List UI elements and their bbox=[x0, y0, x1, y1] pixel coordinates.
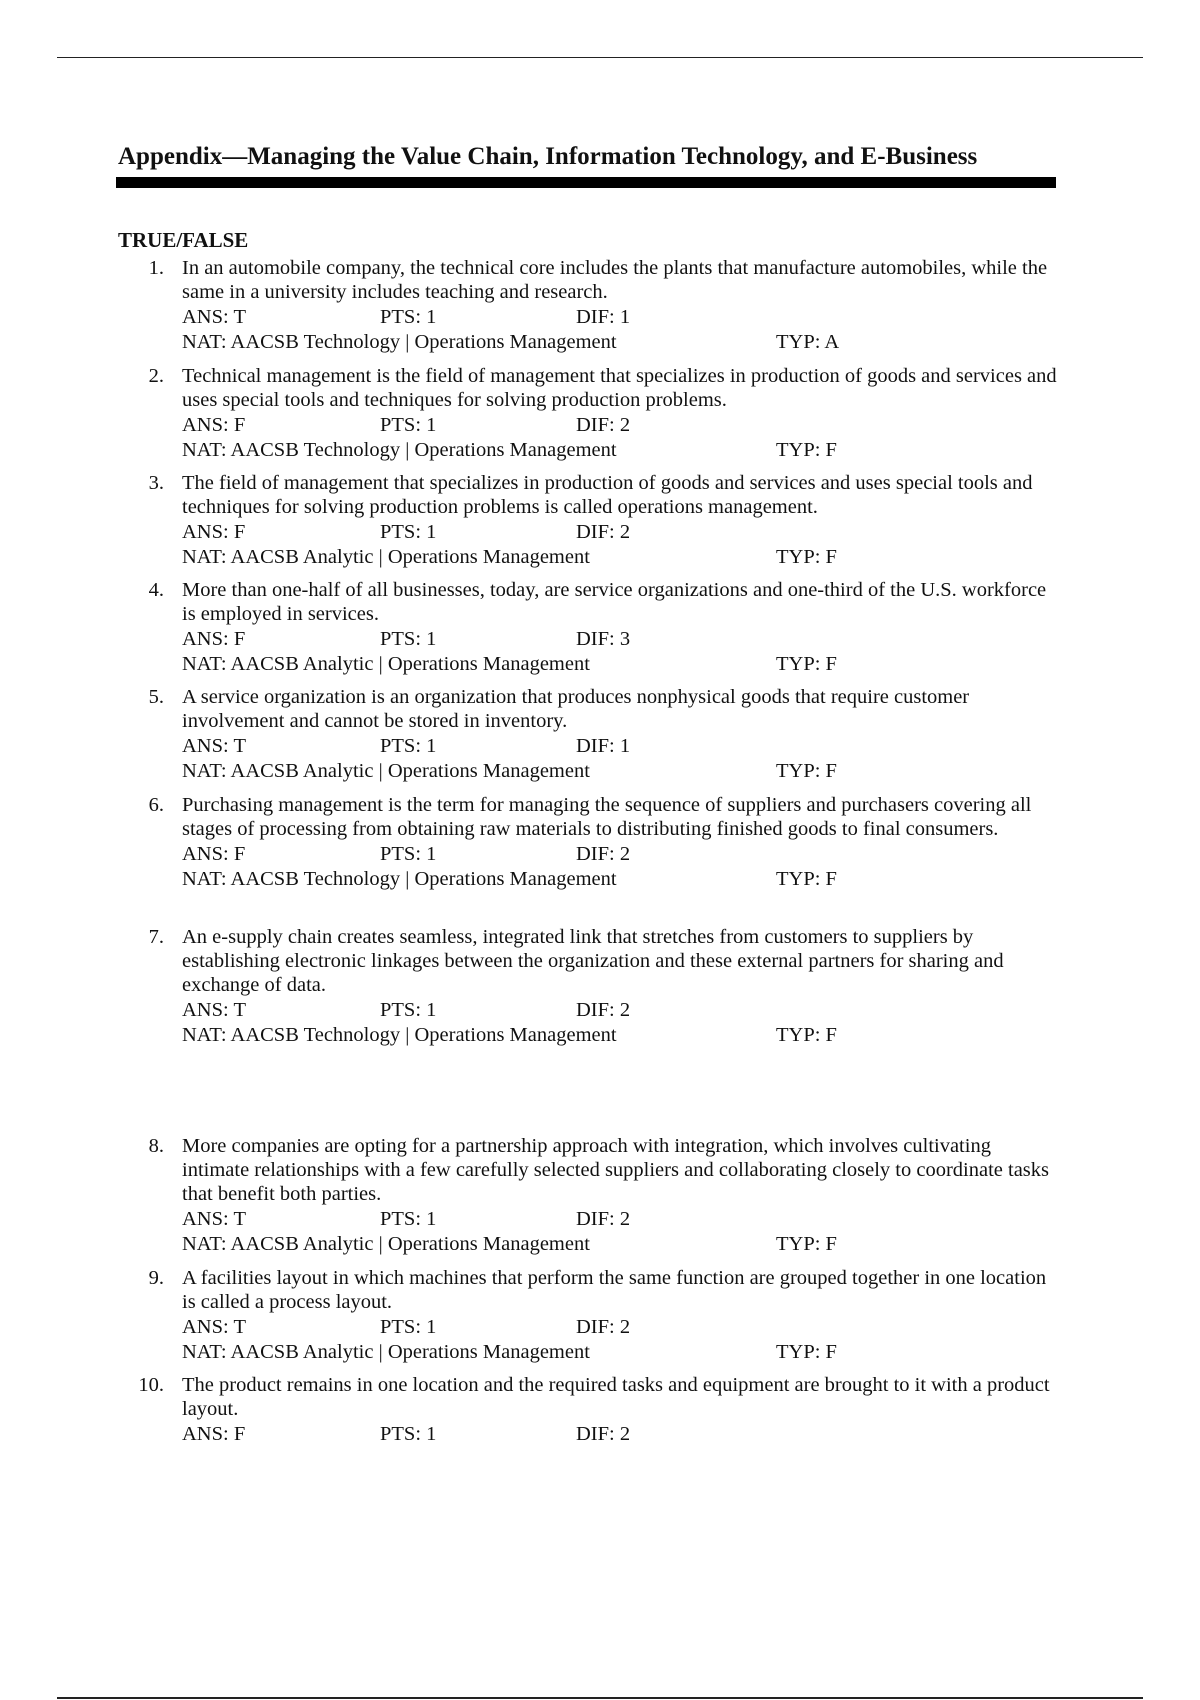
nat-value: NAT: AACSB Analytic | Operations Management bbox=[182, 1341, 590, 1363]
points-value: PTS: 1 bbox=[380, 414, 437, 436]
question-text: A facilities layout in which machines that perform the same function are grouped together in one location is called a process layout. bbox=[182, 1267, 1047, 1313]
answer-row bbox=[182, 1421, 1060, 1446]
type-value: TYP: F bbox=[776, 546, 837, 568]
nat-row bbox=[182, 1339, 1060, 1364]
question-number: 8. bbox=[148, 1135, 164, 1157]
nat-row bbox=[182, 1231, 1060, 1256]
difficulty-value: DIF: 2 bbox=[576, 1316, 631, 1338]
section-heading: TRUE/FALSE bbox=[118, 228, 249, 252]
type-value: TYP: F bbox=[776, 653, 837, 675]
question-item bbox=[130, 364, 1060, 462]
points-value: PTS: 1 bbox=[380, 521, 437, 543]
points-value: PTS: 1 bbox=[380, 1423, 437, 1445]
question-item bbox=[130, 1134, 1060, 1256]
answer-value: ANS: F bbox=[182, 1423, 246, 1445]
question-text: A service organization is an organization that produces nonphysical goods that require customer involvement and cannot be stored in inventory. bbox=[182, 686, 970, 732]
question-item bbox=[130, 793, 1060, 891]
page-title: Appendix—Managing the Value Chain, Information Technology, and E-Business bbox=[118, 143, 978, 170]
question-item bbox=[130, 578, 1060, 676]
question-number: 6. bbox=[148, 794, 164, 816]
nat-value: NAT: AACSB Analytic | Operations Management bbox=[182, 760, 590, 782]
points-value: PTS: 1 bbox=[380, 843, 437, 865]
question-text: The field of management that specializes in production of goods and services and uses special tools and techniques for solving production problems is called operations management. bbox=[182, 472, 1033, 518]
title-underline bbox=[116, 177, 1056, 188]
bottom-rule bbox=[57, 1697, 1143, 1699]
type-value: TYP: F bbox=[776, 1024, 837, 1046]
question-item bbox=[130, 1266, 1060, 1364]
answer-row bbox=[182, 304, 1060, 329]
answer-row bbox=[182, 841, 1060, 866]
type-value: TYP: A bbox=[776, 331, 840, 353]
type-value: TYP: F bbox=[776, 868, 837, 890]
answer-value: ANS: T bbox=[182, 999, 246, 1021]
nat-value: NAT: AACSB Analytic | Operations Management bbox=[182, 1233, 590, 1255]
answer-row bbox=[182, 733, 1060, 758]
answer-row bbox=[182, 1314, 1060, 1339]
answer-value: ANS: T bbox=[182, 306, 246, 328]
answer-value: ANS: F bbox=[182, 843, 246, 865]
points-value: PTS: 1 bbox=[380, 735, 437, 757]
answer-row bbox=[182, 519, 1060, 544]
difficulty-value: DIF: 2 bbox=[576, 414, 631, 436]
question-text: More than one-half of all businesses, today, are service organizations and one-third of the U.S. workforce is employed in services. bbox=[182, 579, 1047, 625]
type-value: TYP: F bbox=[776, 760, 837, 782]
points-value: PTS: 1 bbox=[380, 999, 437, 1021]
difficulty-value: DIF: 2 bbox=[576, 843, 631, 865]
difficulty-value: DIF: 2 bbox=[576, 999, 631, 1021]
difficulty-value: DIF: 1 bbox=[576, 306, 631, 328]
difficulty-value: DIF: 2 bbox=[576, 1208, 631, 1230]
type-value: TYP: F bbox=[776, 1341, 837, 1363]
question-item bbox=[130, 256, 1060, 354]
nat-value: NAT: AACSB Technology | Operations Management bbox=[182, 1024, 617, 1046]
nat-value: NAT: AACSB Technology | Operations Management bbox=[182, 439, 617, 461]
points-value: PTS: 1 bbox=[380, 628, 437, 650]
answer-row bbox=[182, 1206, 1060, 1231]
nat-value: NAT: AACSB Technology | Operations Management bbox=[182, 331, 617, 353]
difficulty-value: DIF: 3 bbox=[576, 628, 631, 650]
nat-value: NAT: AACSB Technology | Operations Management bbox=[182, 868, 617, 890]
question-text: Purchasing management is the term for managing the sequence of suppliers and purchasers covering all stages of processing from obtaining raw materials to distributing finished goods to final consumers. bbox=[182, 794, 1032, 840]
question-item bbox=[130, 925, 1060, 1047]
question-number: 5. bbox=[148, 686, 164, 708]
question-text: More companies are opting for a partnership approach with integration, which involves cultivating intimate relationships with a few carefully selected suppliers and collaborating closely to coordinate tasks that benefit both parties. bbox=[182, 1135, 1049, 1205]
question-number: 9. bbox=[148, 1267, 164, 1289]
question-number: 7. bbox=[148, 926, 164, 948]
question-number: 1. bbox=[148, 257, 164, 279]
question-number: 2. bbox=[148, 365, 164, 387]
nat-row bbox=[182, 758, 1060, 783]
difficulty-value: DIF: 2 bbox=[576, 521, 631, 543]
question-number: 10. bbox=[138, 1374, 164, 1396]
question-text: In an automobile company, the technical core includes the plants that manufacture automobiles, while the same in a university includes teaching and research. bbox=[182, 257, 1048, 303]
nat-row bbox=[182, 651, 1060, 676]
answer-row bbox=[182, 412, 1060, 437]
question-item bbox=[130, 1373, 1060, 1446]
nat-row bbox=[182, 1022, 1060, 1047]
nat-row bbox=[182, 437, 1060, 462]
question-text: The product remains in one location and the required tasks and equipment are brought to it with a product layout. bbox=[182, 1374, 1050, 1420]
answer-row bbox=[182, 997, 1060, 1022]
nat-value: NAT: AACSB Analytic | Operations Management bbox=[182, 546, 590, 568]
points-value: PTS: 1 bbox=[380, 1316, 437, 1338]
top-rule bbox=[57, 57, 1143, 58]
question-item bbox=[130, 685, 1060, 783]
question-number: 4. bbox=[148, 579, 164, 601]
nat-value: NAT: AACSB Analytic | Operations Management bbox=[182, 653, 590, 675]
question-number: 3. bbox=[148, 472, 164, 494]
answer-value: ANS: T bbox=[182, 1208, 246, 1230]
question-text: Technical management is the field of management that specializes in production of goods and services and uses special tools and techniques for solving production problems. bbox=[182, 365, 1057, 411]
points-value: PTS: 1 bbox=[380, 1208, 437, 1230]
points-value: PTS: 1 bbox=[380, 306, 437, 328]
nat-row bbox=[182, 544, 1060, 569]
answer-value: ANS: T bbox=[182, 1316, 246, 1338]
answer-row bbox=[182, 626, 1060, 651]
type-value: TYP: F bbox=[776, 439, 837, 461]
difficulty-value: DIF: 1 bbox=[576, 735, 631, 757]
answer-value: ANS: F bbox=[182, 414, 246, 436]
question-item bbox=[130, 471, 1060, 569]
answer-value: ANS: T bbox=[182, 735, 246, 757]
nat-row bbox=[182, 866, 1060, 891]
nat-row bbox=[182, 329, 1060, 354]
question-text: An e-supply chain creates seamless, integrated link that stretches from customers to suppliers by establishing electronic linkages between the organization and these external partners for sharing and exchange of data. bbox=[182, 926, 1004, 996]
answer-value: ANS: F bbox=[182, 521, 246, 543]
type-value: TYP: F bbox=[776, 1233, 837, 1255]
answer-value: ANS: F bbox=[182, 628, 246, 650]
difficulty-value: DIF: 2 bbox=[576, 1423, 631, 1445]
